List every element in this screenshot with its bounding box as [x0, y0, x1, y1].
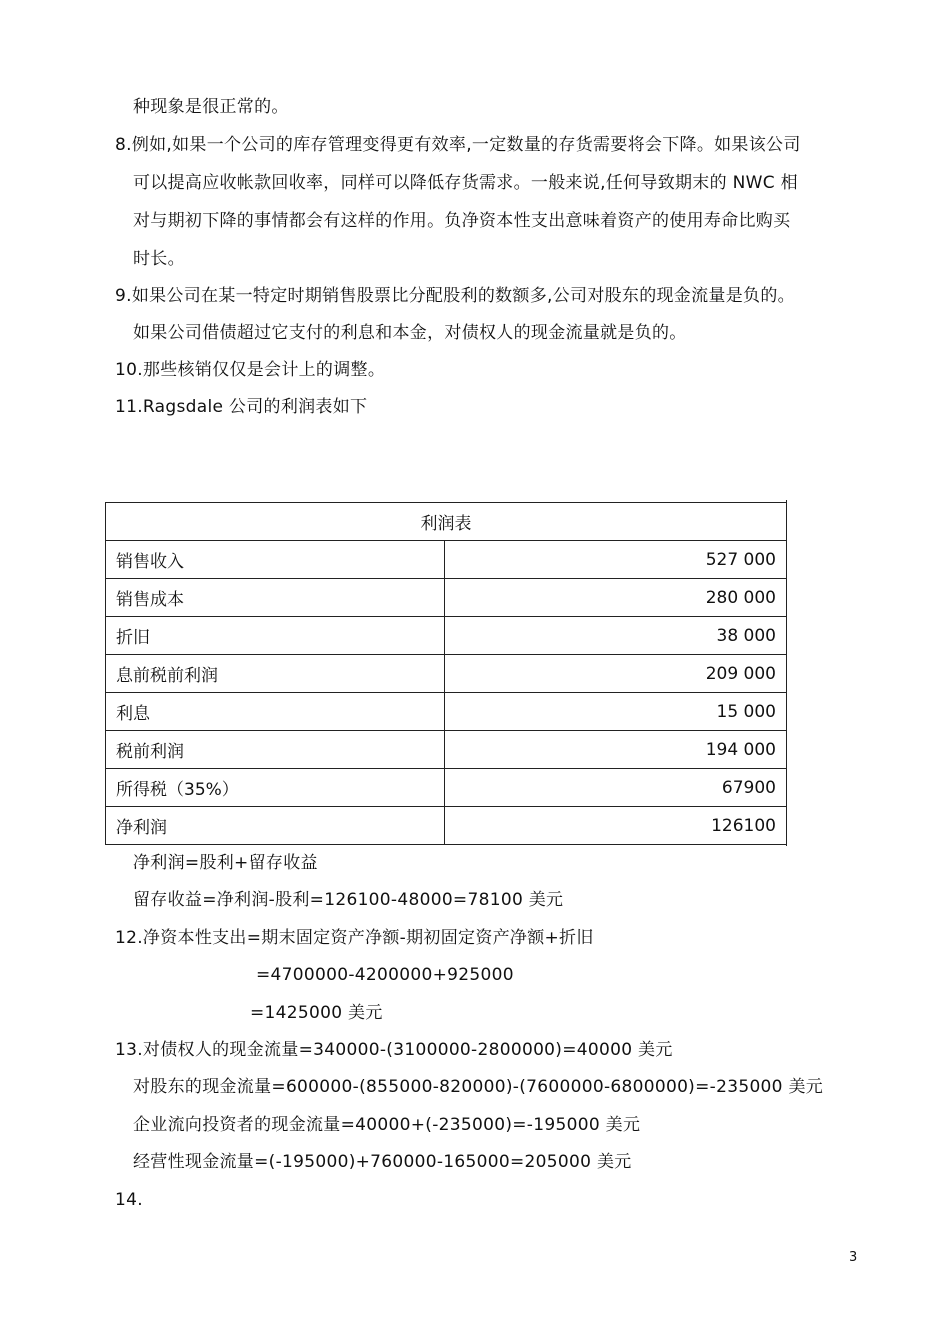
text-line: 9.如果公司在某一特定时期销售股票比分配股利的数额多,公司对股东的现金流量是负的。 [115, 286, 795, 306]
text-line: 8.例如,如果一个公司的库存管理变得更有效率,一定数量的存货需要将会下降。如果该公司 [115, 135, 801, 155]
table-row [106, 617, 787, 655]
text-line: 种现象是很正常的。 [133, 97, 289, 117]
page-number: 3 [849, 1250, 858, 1265]
row-label: 息前税前利润 [106, 655, 445, 693]
text-line: 净利润=股利+留存收益 [133, 853, 318, 873]
text-line: 如果公司借债超过它支付的利息和本金，对债权人的现金流量就是负的。 [133, 323, 687, 343]
row-value: 280 000 [445, 579, 787, 617]
row-label: 销售收入 [106, 541, 445, 579]
row-value: 38 000 [445, 617, 787, 655]
table-border-rule [786, 500, 787, 846]
text-line: =1425000 美元 [250, 1003, 383, 1023]
text-line: 对与期初下降的事情都会有这样的作用。负净资本性支出意味着资产的使用寿命比购买 [133, 211, 791, 231]
table-header-row [106, 503, 787, 541]
text-line: 13.对债权人的现金流量=340000-(3100000-2800000)=40000 美元 [115, 1040, 673, 1060]
text-line: 14. [115, 1190, 143, 1210]
row-label: 税前利润 [106, 731, 445, 769]
row-label: 销售成本 [106, 579, 445, 617]
row-value: 67900 [445, 769, 787, 807]
text-line: 12.净资本性支出=期末固定资产净额-期初固定资产净额+折旧 [115, 928, 594, 948]
text-line: =4700000-4200000+925000 [256, 965, 514, 985]
table-row [106, 541, 787, 579]
text-line: 时长。 [133, 249, 185, 269]
row-label: 所得税（35%） [106, 769, 445, 807]
table-row [106, 693, 787, 731]
row-label: 净利润 [106, 807, 445, 845]
row-value: 15 000 [445, 693, 787, 731]
row-value: 209 000 [445, 655, 787, 693]
text-line: 11.Ragsdale 公司的利润表如下 [115, 397, 368, 417]
row-label: 利息 [106, 693, 445, 731]
text-line: 经营性现金流量=(-195000)+760000-165000=205000 美元 [133, 1152, 632, 1172]
table-row [106, 807, 787, 845]
row-value: 527 000 [445, 541, 787, 579]
text-line: 留存收益=净利润-股利=126100-48000=78100 美元 [133, 890, 564, 910]
table-row [106, 731, 787, 769]
text-line: 对股东的现金流量=600000-(855000-820000)-(7600000-6800000)=-235000 美元 [133, 1077, 824, 1097]
text-line: 企业流向投资者的现金流量=40000+(-235000)=-195000 美元 [133, 1115, 641, 1135]
row-label: 折旧 [106, 617, 445, 655]
row-value: 194 000 [445, 731, 787, 769]
text-line: 10.那些核销仅仅是会计上的调整。 [115, 360, 386, 380]
table-row [106, 579, 787, 617]
text-line: 可以提高应收帐款回收率，同样可以降低存货需求。一般来说,任何导致期末的 NWC 相 [133, 173, 798, 193]
table-row [106, 769, 787, 807]
row-value: 126100 [445, 807, 787, 845]
table-row [106, 655, 787, 693]
table-title: 利润表 [106, 503, 787, 541]
income-statement-table [105, 502, 787, 845]
